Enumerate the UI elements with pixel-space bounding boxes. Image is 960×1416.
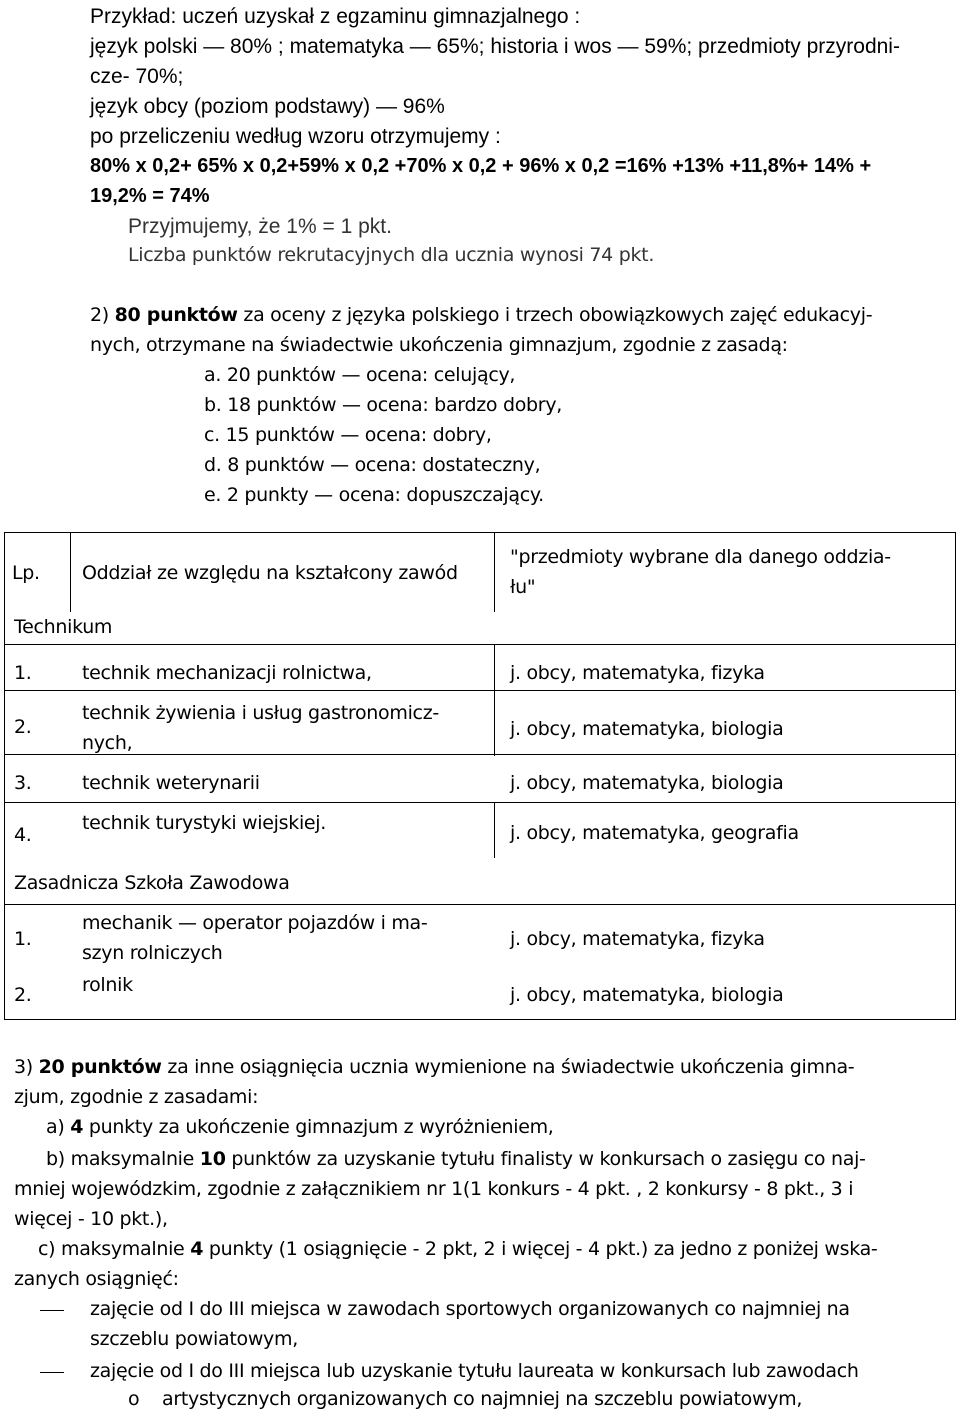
section3-line-1: 3) 20 punktów za inne osiągnięcia ucznia wymienione na świadectwie ukończenia gimna- <box>14 1056 855 1078</box>
row-lp: 3. <box>14 772 32 794</box>
profession-table <box>4 532 956 1020</box>
table-col-divider <box>494 644 495 756</box>
table-divider <box>4 644 956 645</box>
section3-a: a) 4 punkty za ukończenie gimnazjum z wyróżnieniem, <box>46 1116 554 1138</box>
header-przedmioty-cont: łu" <box>510 576 536 598</box>
example-line-1: Przykład: uczeń uzyskał z egzaminu gimnazjalnego : <box>90 5 581 28</box>
header-przedmioty: "przedmioty wybrane dla danego oddzia- <box>510 546 891 568</box>
row-subjects: j. obcy, matematyka, biologia <box>510 718 784 740</box>
table-divider <box>4 754 956 755</box>
row-subjects: j. obcy, matematyka, geografia <box>510 822 799 844</box>
example-line-9: Liczba punktów rekrutacyjnych dla ucznia wynosi 74 pkt. <box>128 244 655 266</box>
row-subjects: j. obcy, matematyka, fizyka <box>510 662 765 684</box>
table-border-left <box>4 532 5 1020</box>
group-technikum: Technikum <box>14 616 113 638</box>
example-formula-1: 80% x 0,2+ 65% x 0,2+59% x 0,2 +70% x 0,2 + 96% x 0,2 =16% +13% +11,8%+ 14% + <box>90 155 872 177</box>
row-lp: 2. <box>14 716 32 738</box>
row-profession: rolnik <box>82 974 133 996</box>
example-line-3: cze- 70%; <box>90 65 184 88</box>
row-profession: technik mechanizacji rolnictwa, <box>82 662 372 684</box>
row-profession: technik turystyki wiejskiej. <box>82 812 327 834</box>
section3-c: c) maksymalnie 4 punkty (1 osiągnięcie - 2 pkt, 2 i więcej - 4 pkt.) za jedno z poniżej wska- <box>38 1238 878 1260</box>
sub-bullet-icon: o <box>128 1388 140 1410</box>
row-subjects: j. obcy, matematyka, biologia <box>510 772 784 794</box>
section3-c-line-2: zanych osiągnięć: <box>14 1268 179 1290</box>
grade-item: d. 8 punktów — ocena: dostateczny, <box>204 454 541 476</box>
row-profession: mechanik — operator pojazdów i ma- <box>82 912 428 934</box>
example-line-2: język polski — 80% ; matematyka — 65%; historia i wos — 59%; przedmioty przyrodni- <box>90 35 900 58</box>
row-subjects: j. obcy, matematyka, fizyka <box>510 928 765 950</box>
table-divider <box>4 802 956 803</box>
section3-b-line-2: mniej wojewódzkim, zgodnie z załącznikiem nr 1(1 konkurs - 4 pkt. , 2 konkursy - 8 pkt., 3 i <box>14 1178 854 1200</box>
grade-item: a. 20 punktów — ocena: celujący, <box>204 364 516 386</box>
section3-line-2: zjum, zgodnie z zasadami: <box>14 1086 259 1108</box>
row-lp: 4. <box>14 824 32 846</box>
row-lp: 1. <box>14 662 32 684</box>
section3-b-line-3: więcej - 10 pkt.), <box>14 1208 168 1230</box>
grade-item: b. 18 punktów — ocena: bardzo dobry, <box>204 394 563 416</box>
row-profession-cont: szyn rolniczych <box>82 942 223 964</box>
table-divider <box>4 904 956 905</box>
sub-item-1: artystycznych organizowanych co najmniej na szczeblu powiatowym, <box>162 1388 803 1410</box>
dash-bullet-icon <box>40 1310 64 1311</box>
row-profession: technik żywienia i usług gastronomicz- <box>82 702 439 724</box>
example-line-5: po przeliczeniu według wzoru otrzymujemy : <box>90 125 501 148</box>
table-border-bottom <box>4 1019 956 1020</box>
table-col-divider <box>494 532 495 612</box>
grade-item: e. 2 punkty — ocena: dopuszczający. <box>204 484 544 506</box>
table-col-divider <box>494 802 495 858</box>
header-lp: Lp. <box>12 562 40 584</box>
table-divider <box>4 690 956 691</box>
dash-item-1-cont: szczeblu powiatowym, <box>90 1328 298 1350</box>
table-border-top <box>4 532 956 533</box>
table-border-right <box>955 532 956 1020</box>
dash-bullet-icon <box>40 1372 64 1373</box>
example-line-8: Przyjmujemy, że 1% = 1 pkt. <box>128 215 392 238</box>
row-profession: technik weterynarii <box>82 772 260 794</box>
row-lp: 2. <box>14 984 32 1006</box>
section3-b: b) maksymalnie 10 punktów za uzyskanie tytułu finalisty w konkursach o zasięgu co naj- <box>46 1148 866 1170</box>
row-subjects: j. obcy, matematyka, biologia <box>510 984 784 1006</box>
group-zsz: Zasadnicza Szkoła Zawodowa <box>14 872 290 894</box>
dash-item-2: zajęcie od I do III miejsca lub uzyskanie tytułu laureata w konkursach lub zawodach <box>90 1360 859 1382</box>
section2-line-1: 2) 80 punktów za oceny z języka polskiego i trzech obowiązkowych zajęć edukacyj- <box>90 304 873 326</box>
header-oddzial: Oddział ze względu na kształcony zawód <box>82 562 458 584</box>
section2-line-2: nych, otrzymane na świadectwie ukończenia gimnazjum, zgodnie z zasadą: <box>90 334 788 356</box>
example-formula-2: 19,2% = 74% <box>90 185 210 207</box>
dash-item-1: zajęcie od I do III miejsca w zawodach sportowych organizowanych co najmniej na <box>90 1298 850 1320</box>
grade-item: c. 15 punktów — ocena: dobry, <box>204 424 492 446</box>
row-lp: 1. <box>14 928 32 950</box>
example-line-4: język obcy (poziom podstawy) — 96% <box>90 95 445 118</box>
row-profession-cont: nych, <box>82 732 133 754</box>
table-col-divider <box>70 532 71 612</box>
